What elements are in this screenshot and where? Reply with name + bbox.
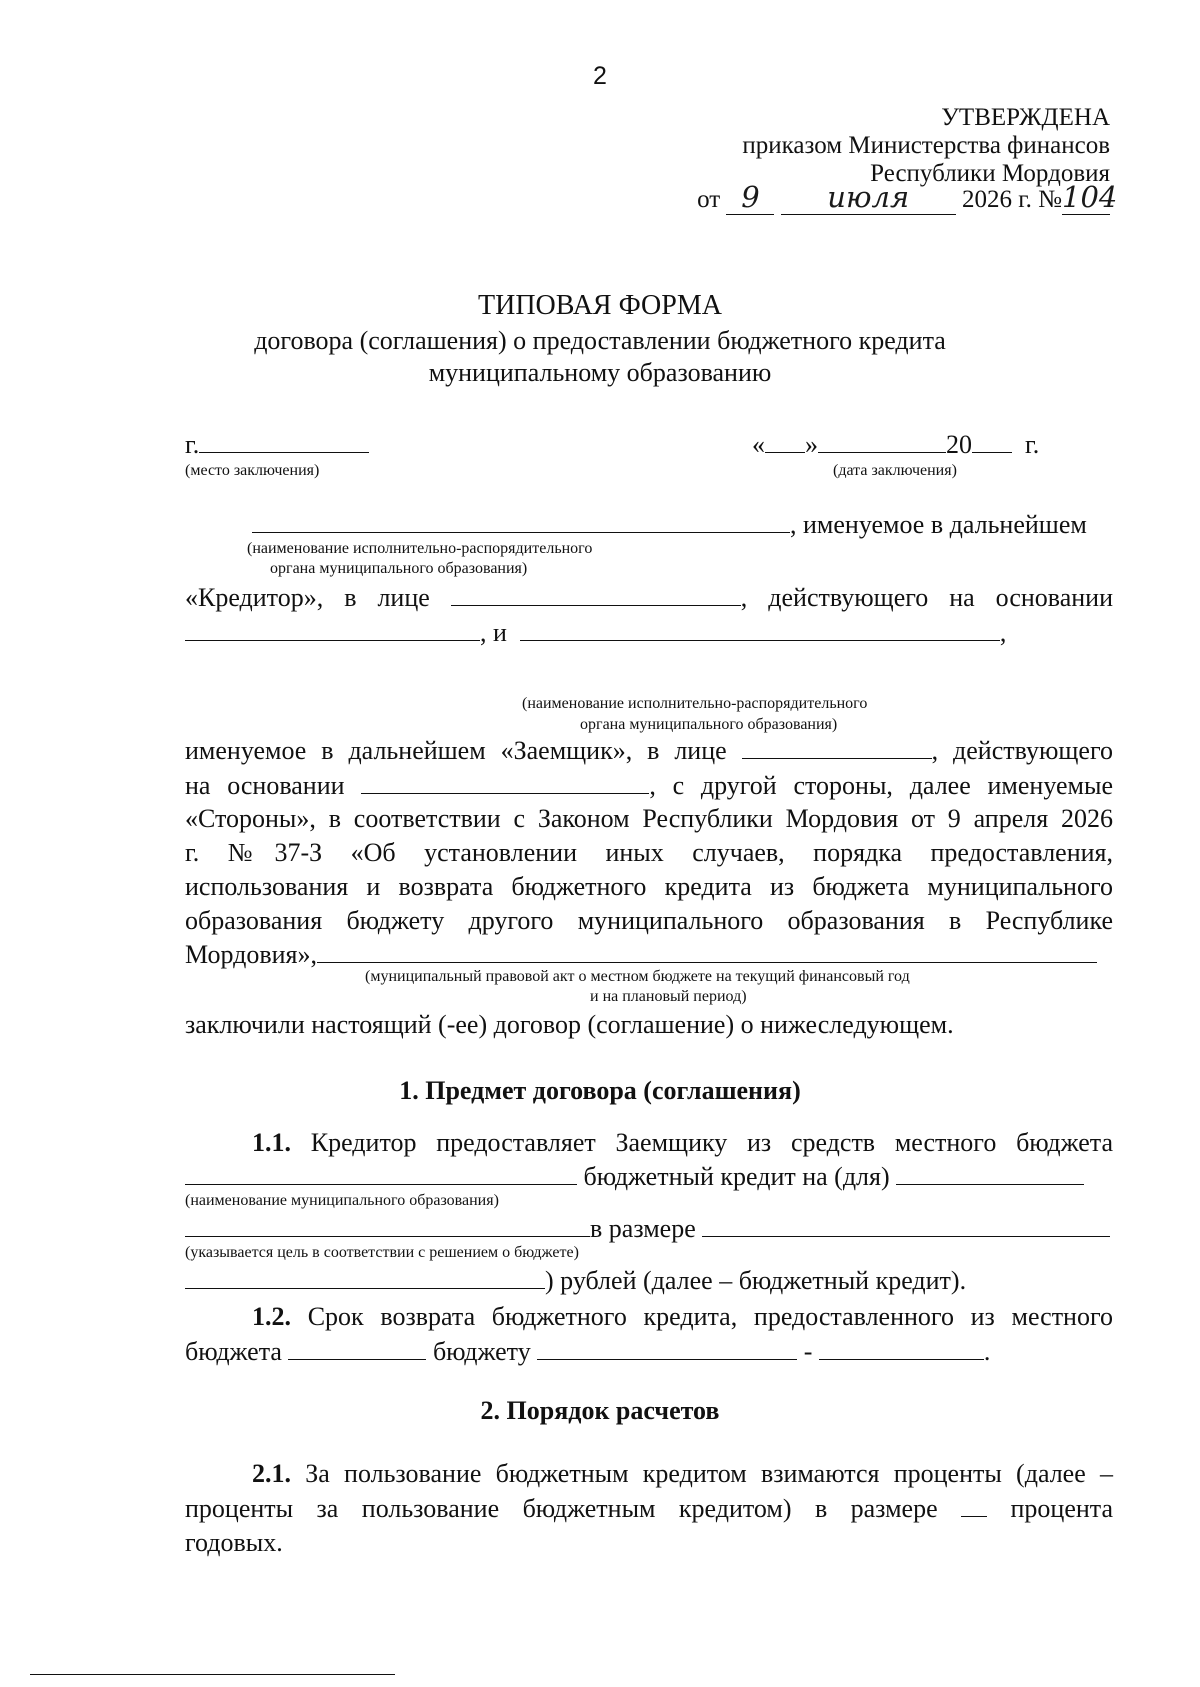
clause-1-1-line-3: в размере bbox=[185, 1214, 1110, 1244]
approval-title: УТВЕРЖДЕНА bbox=[941, 104, 1110, 131]
approval-order-line bbox=[697, 180, 1118, 215]
preamble-line-3: «Стороны», в соответствии с Законом Республики Мордовия от 9 апреля 2026 bbox=[185, 804, 1113, 833]
page-number: 2 bbox=[593, 62, 607, 90]
preamble-line-4: г. №37-З «Об установлении иных случаев, порядка предоставления, bbox=[185, 838, 1113, 867]
handwritten-month: июля bbox=[827, 180, 910, 214]
preamble-line-borrower: именуемое в дальнейшем «Заемщик», в лице , действующего bbox=[185, 736, 1113, 765]
preamble-line-8: заключили настоящий (-ее) договор (соглашение) о нижеследующем. bbox=[185, 1010, 954, 1039]
preamble-line-and: , и , bbox=[185, 618, 1006, 648]
clause-1-1-line-4: ) рублей (далее – бюджетный кредит). bbox=[185, 1266, 966, 1296]
footnote-separator bbox=[30, 1674, 395, 1675]
section-1-heading: 1. Предмет договора (соглашения) bbox=[399, 1076, 801, 1105]
section-2-heading: 2. Порядок расчетов bbox=[480, 1396, 720, 1425]
date-caption: (дата заключения) bbox=[833, 462, 957, 479]
preamble-line-creditor: «Кредитор», в лице , действующего на основании bbox=[185, 583, 1114, 612]
caption-executive-body-2a: (наименование исполнительно-распорядительного bbox=[522, 695, 868, 712]
form-subtitle-2: муниципальному образованию bbox=[428, 358, 772, 387]
preamble-line-basis: на основании , с другой стороны, далее именуемые bbox=[185, 771, 1113, 800]
approval-line-1: приказом Министерства финансов bbox=[742, 132, 1110, 159]
handwritten-number: 104 bbox=[1062, 180, 1118, 214]
caption-municipality: (наименование муниципального образования) bbox=[185, 1192, 499, 1209]
caption-purpose: (указывается цель в соответствии с решением о бюджете) bbox=[185, 1244, 579, 1261]
place-line: г. bbox=[185, 430, 369, 460]
clause-2-1: 2.1. За пользование бюджетным кредитом взимаются проценты (далее – bbox=[252, 1459, 1113, 1488]
approval-line-2: Республики Мордовия bbox=[870, 160, 1110, 187]
clause-1-1-line-2: бюджетный кредит на (для) bbox=[185, 1162, 1084, 1192]
form-subtitle-1: договора (соглашения) о предоставлении бюджетного кредита bbox=[254, 326, 946, 355]
caption-legal-act-b: и на плановый период) bbox=[590, 988, 747, 1005]
order-year: 2026 г. № bbox=[961, 186, 1062, 213]
form-title: ТИПОВАЯ ФОРМА bbox=[478, 290, 722, 321]
preamble-line-5: использования и возврата бюджетного кредита из бюджета муниципального bbox=[185, 872, 1113, 901]
clause-1-2-line-2: бюджета бюджету - . bbox=[185, 1337, 991, 1366]
preamble-line-6: образования бюджету другого муниципального образования в Республике bbox=[185, 906, 1113, 935]
date-line: « » 20 г. bbox=[752, 430, 1040, 459]
clause-2-1-line-3: годовых. bbox=[185, 1528, 283, 1557]
caption-executive-body-1b: органа муниципального образования) bbox=[270, 560, 528, 577]
clause-2-1-line-2: проценты за пользование бюджетным кредитом) в размере процента bbox=[185, 1494, 1114, 1523]
caption-legal-act-a: (муниципальный правовой акт о местном бюджете на текущий финансовый год bbox=[365, 968, 910, 985]
preamble-line-7: Мордовия», bbox=[185, 940, 1097, 970]
caption-executive-body-1a: (наименование исполнительно-распорядительного bbox=[247, 540, 593, 557]
clause-1-1: 1.1. Кредитор предоставляет Заемщику из средств местного бюджета bbox=[252, 1128, 1114, 1157]
place-caption: (место заключения) bbox=[185, 462, 320, 479]
handwritten-day: 9 bbox=[741, 180, 760, 214]
caption-executive-body-2b: органа муниципального образования) bbox=[580, 716, 838, 733]
from-prefix: от bbox=[697, 186, 721, 213]
preamble-line-1: , именуемое в дальнейшем bbox=[252, 510, 1087, 540]
clause-1-2: 1.2. Срок возврата бюджетного кредита, предоставленного из местного bbox=[252, 1302, 1113, 1331]
